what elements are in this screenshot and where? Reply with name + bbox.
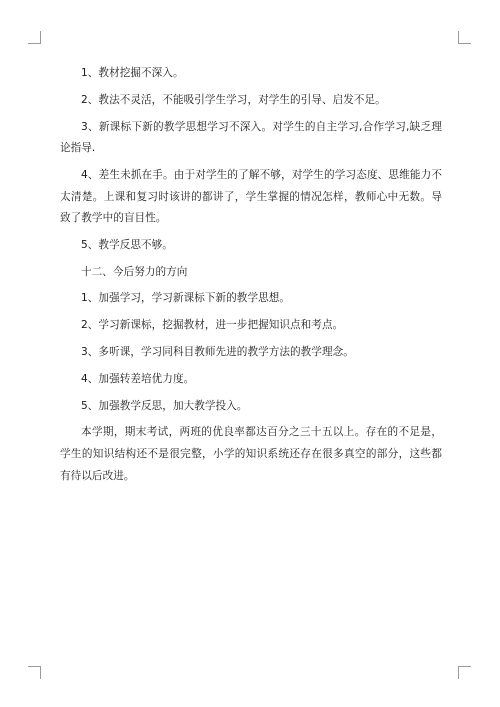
paragraph-problem-1: 1、教材挖掘不深入。	[81, 67, 184, 79]
document-body	[60, 63, 442, 492]
paragraph-plan-5: 5、加强教学反思，加大教学投入。	[81, 399, 248, 412]
crop-mark-top-right	[458, 31, 471, 44]
crop-mark-top-left	[28, 31, 41, 44]
section-heading: 十二、今后努力的方向	[81, 265, 188, 278]
paragraph-problem-5: 5、教学反思不够。	[81, 238, 173, 251]
paragraph-summary: 本学期，期末考试，两班的优良率都达百分之三十五以上。存在的不足是，学生的知识结构还不是很完整，小学的知识系统还存在很多真空的部分，这些都有待以后改进。	[60, 426, 442, 482]
crop-mark-bottom-right	[458, 666, 471, 679]
paragraph-plan-4: 4、加强转差培优力度。	[81, 372, 195, 385]
paragraph-problem-4: 4、差生未抓在手。由于对学生的了解不够，对学生的学习态度、思维能力不太清楚。上课和复习时该讲的都讲了，学生掌握的情况怎样，教师心中无数。导致了教学中的盲目性。	[60, 168, 442, 225]
paragraph-plan-2: 2、学习新课标，挖掘教材，进一步把握知识点和考点。	[81, 319, 344, 332]
paragraph-plan-1: 1、加强学习，学习新课标下新的教学思想。	[81, 292, 291, 305]
paragraph-plan-3: 3、多听课，学习同科目教师先进的教学方法的教学理念。	[81, 346, 354, 359]
paragraph-problem-3: 3、新课标下新的教学思想学习不深入。对学生的自主学习,合作学习,缺乏理论指导.	[60, 120, 442, 155]
paragraph-problem-2: 2、教法不灵活，不能吸引学生学习，对学生的引导、启发不足。	[81, 93, 386, 106]
crop-mark-bottom-left	[28, 666, 41, 679]
